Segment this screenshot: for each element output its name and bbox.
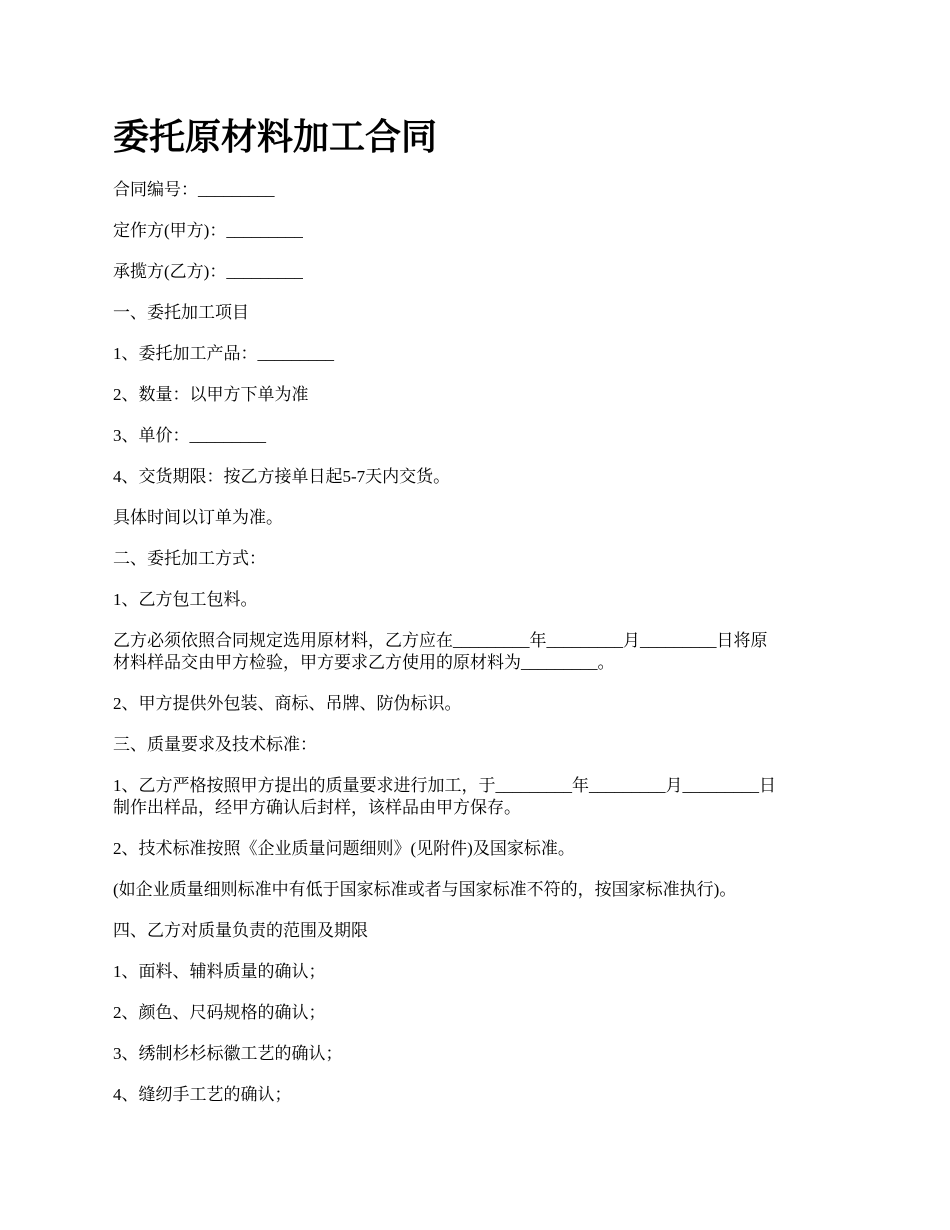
- clause-2-1-detail: 乙方必须依照合同规定选用原材料，乙方应在_________年_________月_________日将原 材料样品交由甲方检验，甲方要求乙方使用的原材料为_________。: [113, 631, 768, 672]
- clause-1-3: 3、单价：_________: [113, 426, 266, 445]
- section-heading-2: 二、委托加工方式：: [113, 549, 266, 568]
- clause-2-2: 2、甲方提供外包装、商标、吊牌、防伪标识。: [113, 694, 462, 713]
- contract-number-line: 合同编号：_________: [113, 180, 275, 199]
- clause-4-3: 3、绣制杉杉标徽工艺的确认；: [113, 1044, 343, 1063]
- section-heading-4: 四、乙方对质量负责的范围及期限: [113, 921, 368, 940]
- party-b-line: 承揽方(乙方)：_________: [113, 262, 303, 281]
- section-heading-1: 一、委托加工项目: [113, 303, 249, 322]
- clause-1-2: 2、数量：以甲方下单为准: [113, 385, 309, 404]
- section-heading-3: 三、质量要求及技术标准：: [113, 735, 317, 754]
- clause-1-4-note: 具体时间以订单为准。: [113, 508, 283, 527]
- clause-2-1: 1、乙方包工包料。: [113, 590, 258, 609]
- document-title: 委托原材料加工合同: [113, 116, 438, 158]
- clause-4-1: 1、面料、辅料质量的确认；: [113, 962, 326, 981]
- clause-3-2-note: (如企业质量细则标准中有低于国家标准或者与国家标准不符的，按国家标准执行)。: [113, 880, 737, 899]
- document-body: [113, 179, 843, 1125]
- clause-1-1: 1、委托加工产品：_________: [113, 344, 334, 363]
- clause-3-1: 1、乙方严格按照甲方提出的质量要求进行加工，于_________年_________月_________日 制作出样品，经甲方确认后封样，该样品由甲方保存。: [113, 776, 776, 817]
- clause-3-2: 2、技术标准按照《企业质量问题细则》(见附件)及国家标准。: [113, 839, 575, 858]
- clause-4-2: 2、颜色、尺码规格的确认；: [113, 1003, 326, 1022]
- clause-4-4: 4、缝纫手工艺的确认；: [113, 1085, 292, 1104]
- party-a-line: 定作方(甲方)：_________: [113, 221, 303, 240]
- clause-1-4: 4、交货期限：按乙方接单日起5-7天内交货。: [113, 467, 451, 486]
